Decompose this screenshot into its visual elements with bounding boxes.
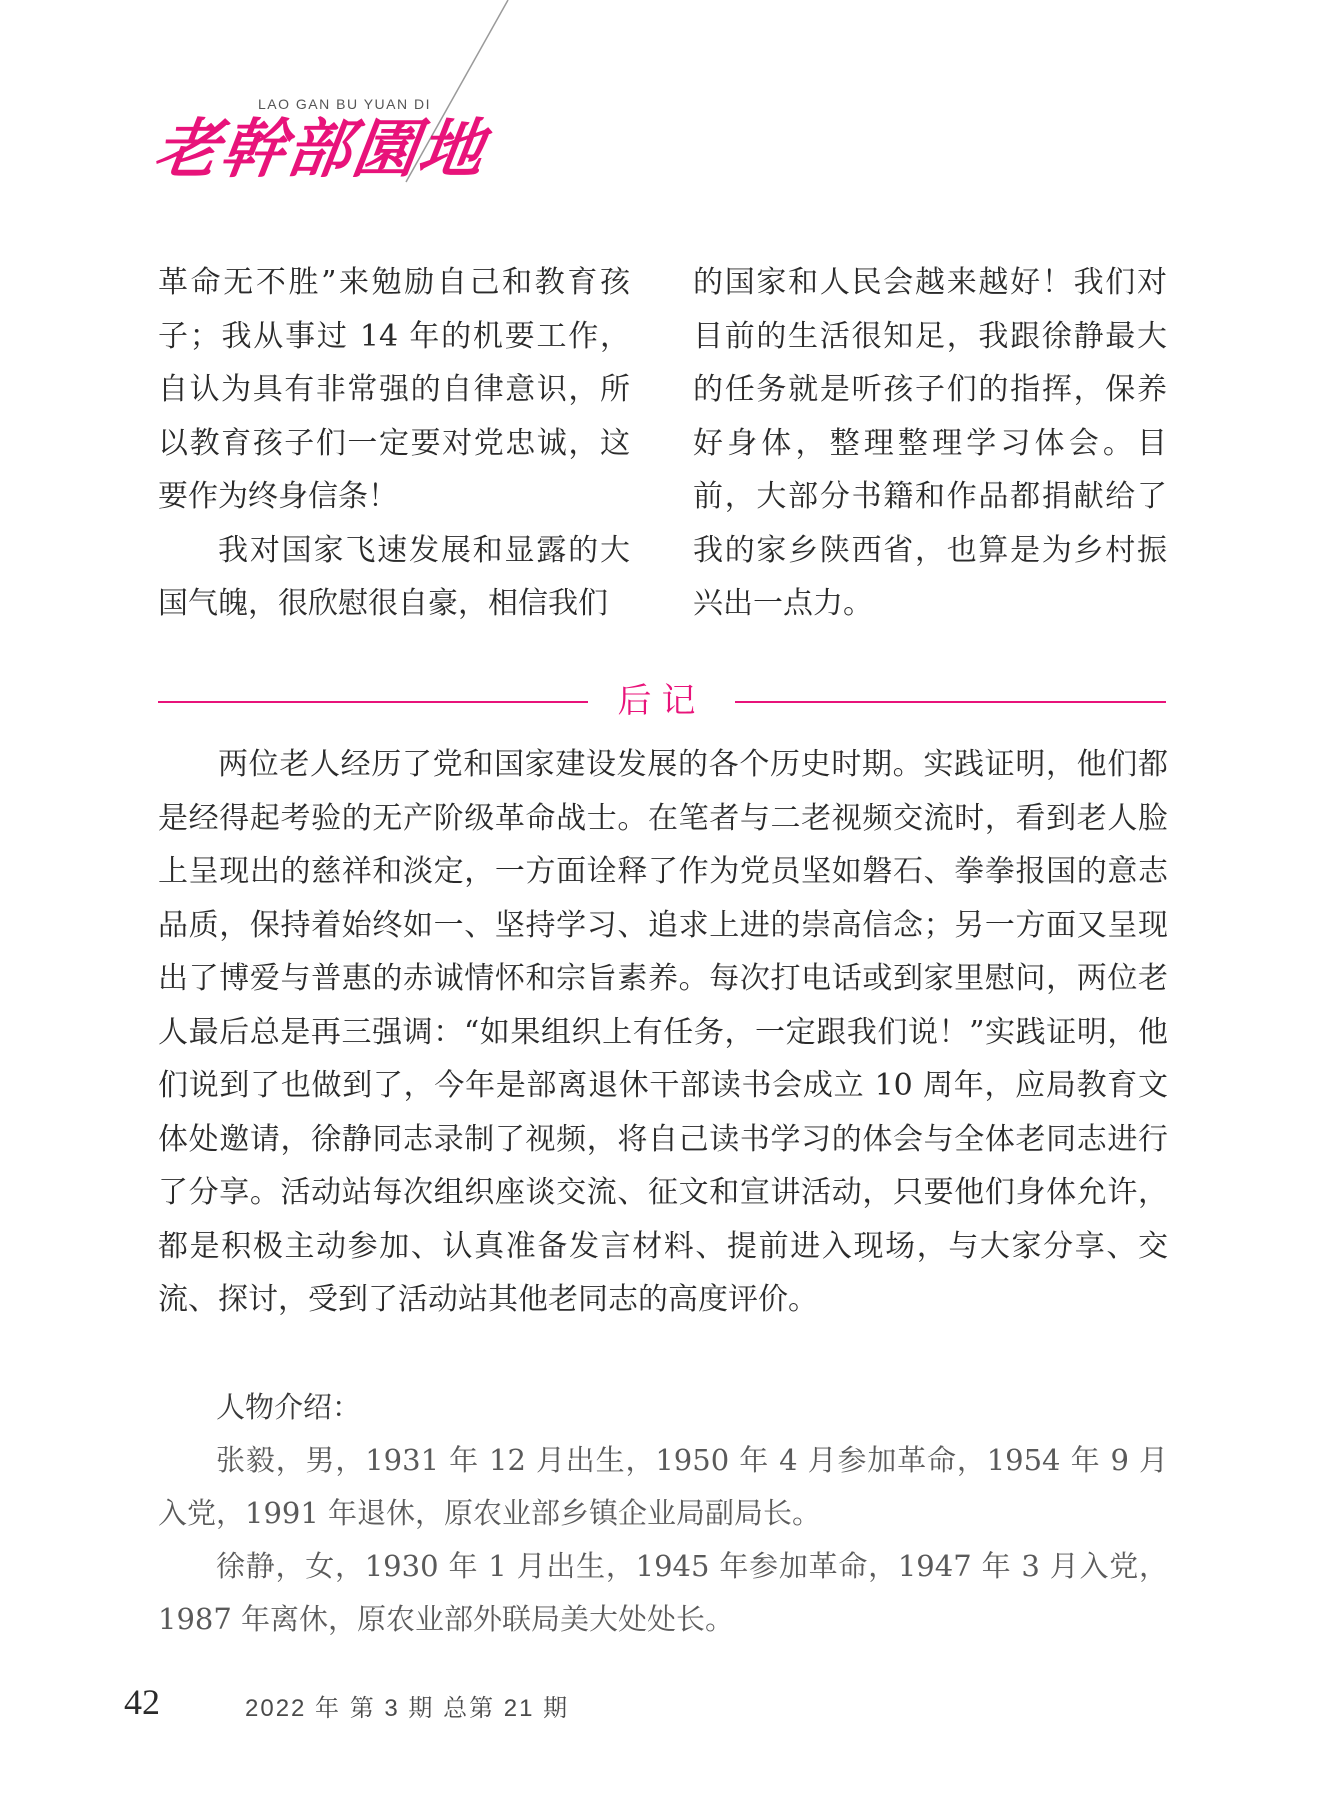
right-column-paragraph-1: 的国家和人民会越来越好！我们对目前的生活很知足，我跟徐静最大的任务就是听孩子们的指挥，保养好身体，整理整理学习体会。目前，大部分书籍和作品都捐献给了我的家乡陕西省，也算是为乡村振兴出一点力。	[693, 265, 1167, 621]
left-column-paragraph-2: 我对国家飞速发展和显露的大国气魄，很欣慰很自豪，相信我们	[158, 532, 630, 621]
masthead-logo: 老幹部園地	[149, 112, 491, 187]
biography-entry-zhang-yi: 张毅，男，1931 年 12 月出生，1950 年 4 月参加革命，1954 年 9 月入党，1991 年退休，原农业部乡镇企业局副局长。	[158, 1443, 1168, 1530]
afterword-heading	[158, 676, 1166, 726]
afterword-paragraph: 两位老人经历了党和国家建设发展的各个历史时期。实践证明，他们都是经得起考验的无产阶级革命战士。在笔者与二老视频交流时，看到老人脸上呈现出的慈祥和淡定，一方面诠释了作为党员坚如磐石、拳拳报国的意志品质，保持着始终如一、坚持学习、追求上进的崇高信念；另一方面又呈现出了博爱与普惠的赤诚情怀和宗旨素养。每次打电话或到家里慰问，两位老人最后总是再三强调：“如果组织上有任务，一定跟我们说！”实践证明，他们说到了也做到了，今年是部离退休干部读书会成立 10 周年，应局教育文体处邀请，徐静同志录制了视频，将自己读书学习的体会与全体老同志进行了分享。活动站每次组织座谈交流、征文和宣讲活动，只要他们身体允许，都是积极主动参加、认真准备发言材料、提前进入现场，与大家分享、交流、探讨，受到了活动站其他老同志的高度评价。	[158, 747, 1168, 1317]
afterword-rule-right	[735, 701, 1166, 703]
issue-info: 2022 年 第 3 期 总第 21 期	[245, 1695, 570, 1722]
page-number: 42	[124, 1682, 160, 1722]
left-column	[158, 256, 630, 631]
right-column	[693, 256, 1167, 631]
biography-entry-xu-jing: 徐静，女，1930 年 1 月出生，1945 年参加革命，1947 年 3 月入党，1987 年离休，原农业部外联局美大处处长。	[158, 1549, 1168, 1636]
afterword-body	[158, 738, 1168, 1327]
afterword-rule-left	[158, 701, 588, 703]
left-column-paragraph-1: 革命无不胜”来勉励自己和教育孩子；我从事过 14 年的机要工作，自认为具有非常强的自律意识，所以教育孩子们一定要对党忠诚，这要作为终身信条！	[158, 265, 630, 514]
afterword-title: 后记	[617, 681, 706, 721]
masthead-pinyin: LAO GAN BU YUAN DI	[258, 96, 432, 112]
biography-title: 人物介绍：	[216, 1390, 362, 1424]
biography-section	[158, 1381, 1168, 1646]
